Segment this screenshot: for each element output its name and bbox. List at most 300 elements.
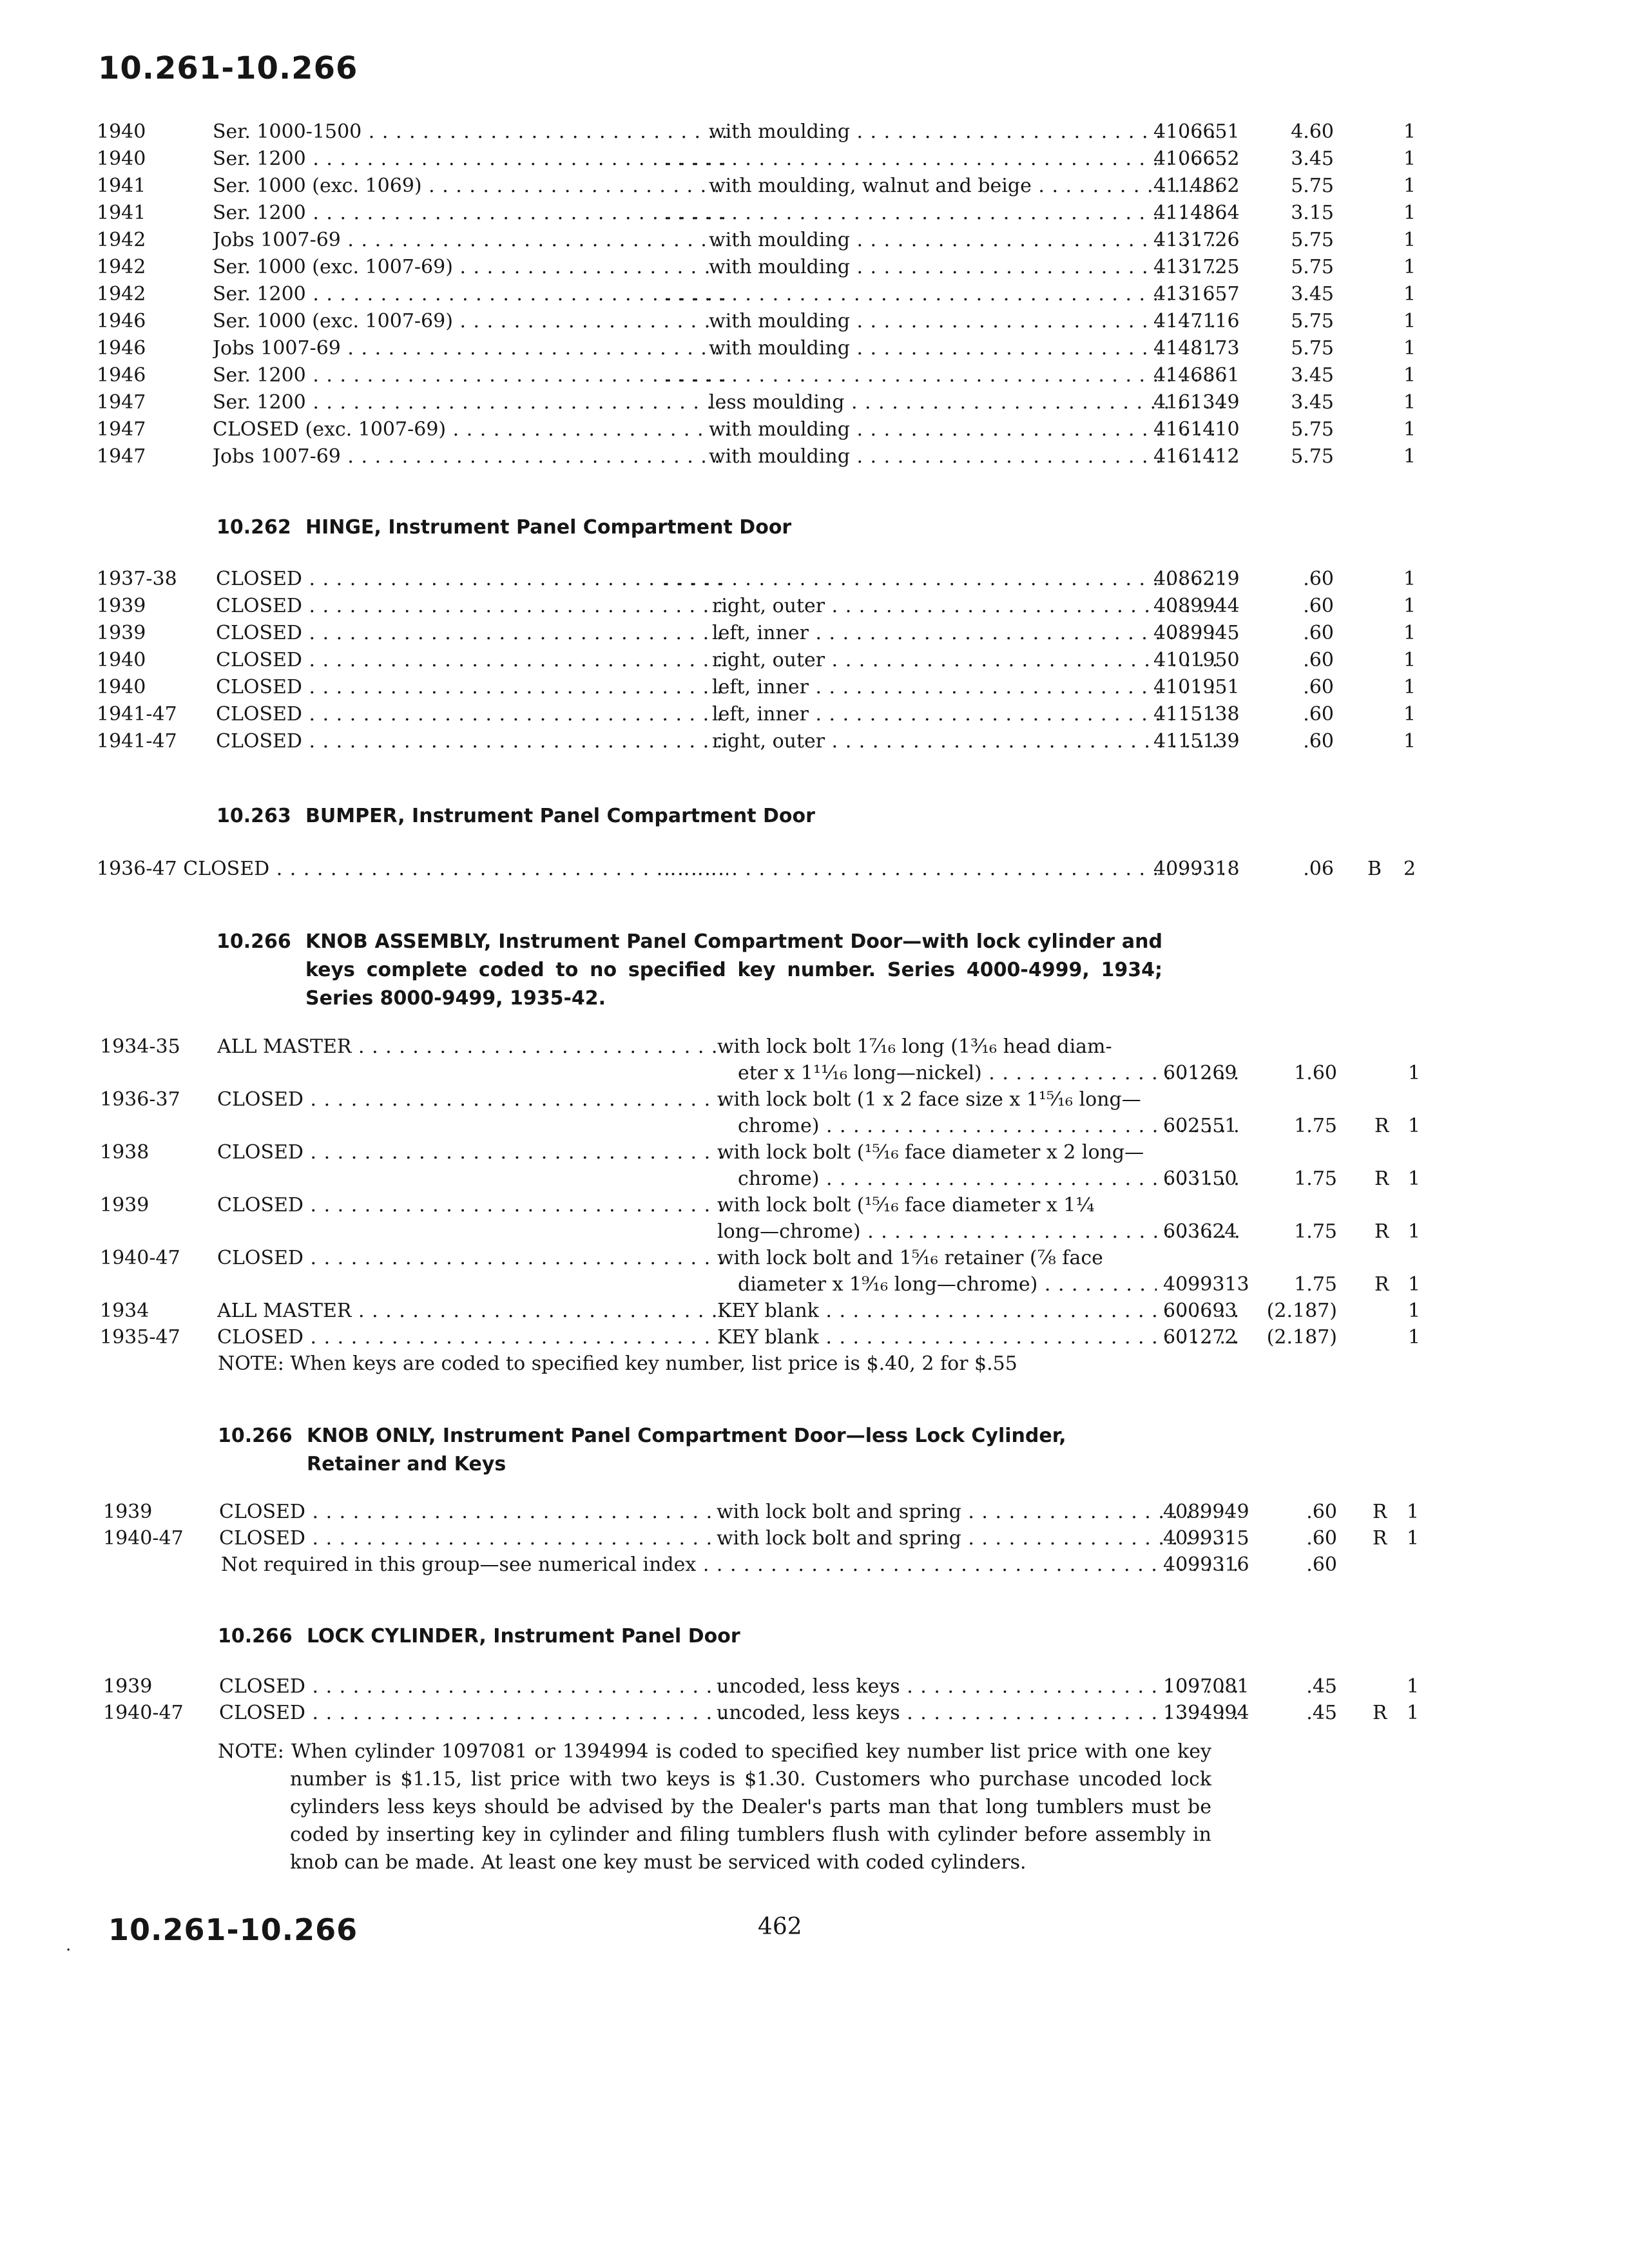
detail-text: uncoded, less keys [717, 1702, 900, 1724]
desc-text: CLOSED [219, 1527, 305, 1550]
table-row [103, 1700, 1431, 1727]
detail-cell [664, 566, 1224, 593]
desc-text: CLOSED [216, 568, 302, 590]
qty-cell: 1 [1403, 364, 1416, 387]
desc-cell [219, 1673, 735, 1700]
detail-text: long—chrome) [717, 1220, 861, 1243]
year-cell: 1941-47 [97, 730, 177, 753]
part-number-cell: 602551 [1163, 1115, 1237, 1137]
detail-line-1: with lock bolt (¹⁵⁄₁₆ face diameter x 1¼ [717, 1194, 1095, 1216]
qty-cell: 1 [1403, 175, 1416, 197]
year-cell: 1940 [97, 148, 146, 170]
table-row [100, 1139, 1427, 1166]
detail-text: with moulding [709, 418, 850, 441]
desc-text: CLOSED [217, 1326, 304, 1349]
part-number-cell: 4106652 [1153, 148, 1240, 170]
detail-line-1: with lock bolt 1⁷⁄₁₆ long (1³⁄₁₆ head diam- [717, 1035, 1112, 1058]
part-number-cell: 4161410 [1153, 418, 1240, 441]
qty-cell: 1 [1403, 730, 1416, 753]
qty-cell: 1 [1408, 1300, 1421, 1322]
qty-cell: 1 [1403, 649, 1416, 671]
year-cell: 1942 [97, 229, 146, 251]
table-row [100, 1298, 1427, 1325]
detail-text: with moulding, walnut and beige [709, 175, 1032, 197]
part-number-cell: 4146861 [1153, 364, 1240, 387]
year-cell: 1940-47 [103, 1702, 184, 1724]
price-cell: 3.15 [1291, 202, 1334, 224]
section-number: 10.266 [217, 930, 291, 953]
price-cell: 1.75 [1294, 1115, 1337, 1137]
price-cell: .60 [1303, 703, 1334, 726]
detail-text: diameter x 1⁹⁄₁₆ long—chrome) [738, 1273, 1038, 1296]
detail-cell [709, 443, 1224, 470]
desc-cell [213, 416, 728, 443]
qty-cell: 1 [1403, 676, 1416, 698]
table-row [97, 254, 1424, 281]
price-cell: .06 [1303, 858, 1334, 880]
part-number-cell: 1394994 [1163, 1702, 1249, 1724]
section-heading-knob-only [218, 1422, 1171, 1479]
detail-text: with lock bolt and spring [717, 1501, 961, 1523]
table-row [97, 856, 1424, 883]
qty-cell: 1 [1408, 1273, 1421, 1296]
qty-cell: 1 [1403, 391, 1416, 414]
detail-cell [709, 254, 1224, 281]
detail-text: with moulding [709, 120, 850, 143]
table-row [103, 1499, 1431, 1526]
part-number-cell: 4101950 [1153, 649, 1240, 671]
desc-cell [213, 173, 728, 200]
desc-cell [217, 1086, 731, 1113]
code-cell: R [1373, 1702, 1387, 1724]
desc-cell [213, 443, 728, 470]
code-cell: B [1367, 858, 1382, 880]
table-row [97, 647, 1424, 674]
desc-cell [213, 308, 728, 335]
section-title: KNOB ASSEMBLY, Instrument Panel Compartment Door—with lock cylinder and keys complete coded to no specified key number. Series 4000-4999, 1934; Series 8000-9499, 1935-42. [305, 930, 1162, 1010]
desc-text: Ser. 1200 [213, 148, 306, 170]
detail-cell [717, 1700, 1239, 1727]
price-cell: .60 [1303, 649, 1334, 671]
year-cell: 1937-38 [97, 568, 177, 590]
part-number-cell: 4131726 [1153, 229, 1240, 251]
desc-cell [216, 728, 728, 755]
year-cell: 1941 [97, 202, 146, 224]
price-cell: 1.60 [1294, 1062, 1337, 1084]
qty-cell: 1 [1403, 703, 1416, 726]
table-row [97, 308, 1424, 335]
table-row [100, 1113, 1427, 1140]
table-row [100, 1218, 1427, 1245]
price-cell: 3.45 [1291, 283, 1334, 305]
desc-cell [213, 281, 728, 308]
desc-text: CLOSED [216, 649, 302, 671]
year-cell: 1934 [100, 1300, 149, 1322]
desc-cell [213, 146, 728, 173]
desc-cell [217, 1324, 731, 1351]
part-number-cell: 600693 [1163, 1300, 1237, 1322]
year-cell: 1935-47 [100, 1326, 180, 1349]
part-number-cell: 4115138 [1153, 703, 1240, 726]
desc-text: Ser. 1000 (exc. 1069) [213, 175, 422, 197]
table-row [100, 1192, 1427, 1219]
section-title: BUMPER, Instrument Panel Compartment Door [305, 805, 815, 827]
desc-text: Ser. 1000 (exc. 1007-69) [213, 256, 453, 278]
desc-cell [216, 566, 728, 593]
desc-cell [217, 1139, 731, 1166]
table-row [100, 1086, 1427, 1113]
qty-cell: 1 [1407, 1675, 1420, 1698]
desc-cell [216, 593, 728, 620]
detail-line-1: with lock bolt and 1⁵⁄₁₆ retainer (⅞ face [717, 1247, 1103, 1269]
table-row [100, 1271, 1427, 1298]
desc-cell [216, 674, 728, 701]
table-row [97, 701, 1424, 728]
page-header-code: 10.261-10.266 [98, 50, 358, 86]
section-title: LOCK CYLINDER, Instrument Panel Door [307, 1625, 740, 1648]
desc-text: CLOSED [219, 1501, 305, 1523]
desc-cell [213, 335, 728, 362]
part-number-cell: 4131657 [1153, 283, 1240, 305]
detail-text: with moulding [709, 445, 850, 468]
detail-cell [717, 1673, 1239, 1700]
year-cell: 1941-47 [97, 703, 177, 726]
part-number-cell: 4115139 [1153, 730, 1240, 753]
table-row [100, 1033, 1427, 1061]
detail-text: right, outer [712, 730, 825, 753]
qty-cell: 1 [1403, 337, 1416, 360]
table-row [103, 1552, 1431, 1579]
detail-text: with lock bolt and spring [717, 1527, 961, 1550]
qty-cell: 1 [1403, 283, 1416, 305]
price-cell: 5.75 [1291, 256, 1334, 278]
detail-cell [709, 416, 1224, 443]
desc-text: CLOSED [217, 1194, 304, 1216]
price-cell: 5.75 [1291, 229, 1334, 251]
part-number-cell: 601269 [1163, 1062, 1237, 1084]
detail-cell [712, 647, 1224, 674]
qty-cell: 1 [1408, 1115, 1421, 1137]
detail-text: left, inner [712, 703, 809, 726]
price-cell: 3.45 [1291, 391, 1334, 414]
code-cell: R [1374, 1168, 1389, 1190]
year-cell: 1940 [97, 120, 146, 143]
price-cell: .60 [1303, 730, 1334, 753]
table-row [97, 362, 1424, 389]
detail-cell [664, 362, 1224, 389]
desc-text: ALL MASTER [217, 1300, 352, 1322]
part-number-cell: 4161412 [1153, 445, 1240, 468]
price-cell: .60 [1303, 622, 1334, 644]
year-cell: 1939 [97, 595, 146, 617]
year-cell: 1940-47 [103, 1527, 184, 1550]
desc-text: CLOSED [217, 1141, 304, 1164]
desc-cell [217, 1192, 731, 1219]
detail-text: chrome) [738, 1168, 820, 1190]
price-cell: .45 [1306, 1675, 1337, 1698]
detail-cell [712, 620, 1224, 647]
desc-text: Ser. 1200 [213, 364, 306, 387]
desc-cell [213, 254, 728, 281]
year-text: 1936-47 CLOSED [97, 858, 270, 880]
detail-text: with moulding [709, 337, 850, 360]
year-cell: 1940 [97, 676, 146, 698]
section-number: 10.266 [218, 1425, 293, 1447]
part-number-cell: 4101951 [1153, 676, 1240, 698]
part-number-cell: 4089949 [1163, 1501, 1249, 1523]
qty-cell: 1 [1403, 418, 1416, 441]
section-title: HINGE, Instrument Panel Compartment Door [305, 516, 792, 539]
year-cell: 1947 [97, 418, 146, 441]
stray-mark: . [66, 1936, 72, 1955]
part-number-cell: 4131725 [1153, 256, 1240, 278]
desc-cell [219, 1499, 735, 1526]
year-cell: 1934-35 [100, 1035, 180, 1058]
desc-cell [216, 620, 728, 647]
part-number-cell: 1097081 [1163, 1675, 1249, 1698]
detail-text: with moulding [709, 256, 850, 278]
year-cell: 1939 [103, 1501, 153, 1523]
table-row [97, 227, 1424, 254]
detail-text: with moulding [709, 310, 850, 332]
desc-text: CLOSED [216, 703, 302, 726]
not-required-text: Not required in this group—see numerical index [221, 1553, 697, 1576]
desc-text: CLOSED [216, 622, 302, 644]
price-cell: 1.75 [1294, 1220, 1337, 1243]
price-cell: .60 [1306, 1501, 1337, 1523]
desc-text: Jobs 1007-69 [213, 337, 341, 360]
table-row [97, 674, 1424, 701]
table-row [97, 173, 1424, 200]
table-row [100, 1060, 1427, 1087]
detail-cell [709, 308, 1224, 335]
part-number-cell: 4099316 [1163, 1553, 1249, 1576]
table-row [97, 566, 1424, 593]
qty-cell: 1 [1403, 202, 1416, 224]
desc-cell [216, 701, 728, 728]
desc-text: Ser. 1200 [213, 283, 306, 305]
table-row [100, 1245, 1427, 1272]
footer-code: 10.261-10.266 [108, 1912, 358, 1947]
desc-cell [217, 1245, 731, 1272]
desc-cell [213, 119, 728, 146]
qty-cell: 1 [1403, 445, 1416, 468]
table-row [97, 335, 1424, 362]
detail-cell [717, 1324, 1239, 1351]
part-number-cell: 4114862 [1153, 175, 1240, 197]
year-cell: 1940 [97, 649, 146, 671]
price-cell: 5.75 [1291, 445, 1334, 468]
price-cell: (2.187) [1266, 1300, 1337, 1322]
part-number-cell: 603150 [1163, 1168, 1237, 1190]
section-title: KNOB ONLY, Instrument Panel Compartment Door—less Lock Cylinder, Retainer and Keys [307, 1425, 1066, 1475]
price-cell: .60 [1303, 568, 1334, 590]
part-number-cell: 4089945 [1153, 622, 1240, 644]
price-cell: 5.75 [1291, 337, 1334, 360]
qty-cell: 1 [1408, 1168, 1421, 1190]
desc-text: Ser. 1200 [213, 391, 306, 414]
lock-cylinder-note: NOTE: When cylinder 1097081 or 1394994 is coded to specified key number list price with one key number is $1.15, list price with two keys is $1.30. Customers who purchase uncoded lock cylinders less keys should be advised by the Dealer's parts man that long tumblers must be coded by inserting key in cylinder and filing tumblers flush with cylinder before assembly in knob can be made. At least one key must be serviced with coded cylinders. [218, 1740, 1211, 1874]
part-number-cell: 4147116 [1153, 310, 1240, 332]
desc-cell [217, 1298, 731, 1325]
part-number-cell: 4086219 [1153, 568, 1240, 590]
qty-cell: 1 [1407, 1501, 1420, 1523]
detail-cell [717, 1525, 1239, 1552]
detail-cell [717, 1298, 1239, 1325]
desc-text: Jobs 1007-69 [213, 229, 341, 251]
qty-cell: 1 [1403, 595, 1416, 617]
part-number-cell: 4161349 [1153, 391, 1240, 414]
year-cell: 1938 [100, 1141, 149, 1164]
knob-assembly-note: NOTE: When keys are coded to specified key number, list price is $.40, 2 for $.55 [218, 1352, 1017, 1375]
table-row [100, 1324, 1427, 1351]
detail-text: left, inner [712, 622, 809, 644]
desc-cell [216, 647, 728, 674]
detail-text: chrome) [738, 1115, 820, 1137]
price-cell: 3.45 [1291, 364, 1334, 387]
qty-cell: 1 [1403, 568, 1416, 590]
desc-text: CLOSED [216, 676, 302, 698]
desc-text: Ser. 1000 (exc. 1007-69) [213, 310, 453, 332]
page-number: 462 [758, 1914, 802, 1940]
detail-cell [712, 674, 1224, 701]
price-cell: 4.60 [1291, 120, 1334, 143]
desc-text: Jobs 1007-69 [213, 445, 341, 468]
desc-cell [213, 389, 728, 416]
code-cell: R [1374, 1220, 1389, 1243]
price-cell: .45 [1306, 1702, 1337, 1724]
price-cell: 5.75 [1291, 310, 1334, 332]
part-number-cell: 4148173 [1153, 337, 1240, 360]
desc-cell [213, 200, 728, 227]
detail-text: KEY blank [717, 1300, 819, 1322]
section-heading-knob-assembly [217, 928, 1170, 1013]
year-cell: 1946 [97, 337, 146, 360]
part-number-cell: 4114864 [1153, 202, 1240, 224]
part-number-cell: 4106651 [1153, 120, 1240, 143]
year-cell: 1942 [97, 283, 146, 305]
price-cell: 1.75 [1294, 1273, 1337, 1296]
price-cell: .60 [1306, 1527, 1337, 1550]
price-cell: .60 [1306, 1553, 1337, 1576]
table-row [97, 389, 1424, 416]
year-cell: 1939 [103, 1675, 153, 1698]
detail-text: with moulding [709, 229, 850, 251]
desc-text: CLOSED [217, 1088, 304, 1111]
year-cell: 1939 [100, 1194, 149, 1216]
desc-text: Ser. 1200 [213, 202, 306, 224]
code-cell: R [1374, 1115, 1389, 1137]
detail-cell [664, 281, 1224, 308]
desc-text: CLOSED [219, 1675, 305, 1698]
detail-line-2 [738, 1271, 1157, 1298]
year-cell: 1947 [97, 391, 146, 414]
table-row [97, 728, 1424, 755]
detail-line-1: with lock bolt (1 x 2 face size x 1¹⁵⁄₁₆ long— [717, 1088, 1141, 1111]
price-cell: 1.75 [1294, 1168, 1337, 1190]
code-cell: R [1374, 1273, 1389, 1296]
detail-cell [709, 119, 1224, 146]
year-desc-cell [97, 856, 728, 883]
qty-cell: 1 [1403, 256, 1416, 278]
detail-cell [709, 389, 1224, 416]
qty-cell: 2 [1403, 858, 1416, 880]
table-row [100, 1166, 1427, 1193]
detail-text: eter x 1¹¹⁄₁₆ long—nickel) [738, 1062, 982, 1084]
detail-text: less moulding [709, 391, 845, 414]
detail-cell [664, 146, 1224, 173]
detail-line-2 [717, 1218, 1239, 1245]
year-cell: 1940-47 [100, 1247, 180, 1269]
year-cell: 1941 [97, 175, 146, 197]
qty-cell: 1 [1407, 1702, 1420, 1724]
qty-cell: 1 [1403, 229, 1416, 251]
qty-cell: 1 [1403, 120, 1416, 143]
detail-cell [709, 173, 1224, 200]
desc-text: Ser. 1000-1500 [213, 120, 362, 143]
year-cell: 1939 [97, 622, 146, 644]
price-cell: 3.45 [1291, 148, 1334, 170]
detail-cell [664, 200, 1224, 227]
detail-text: uncoded, less keys [717, 1675, 900, 1698]
part-number-cell: 601272 [1163, 1326, 1237, 1349]
year-cell: 1946 [97, 310, 146, 332]
qty-cell: 1 [1407, 1527, 1420, 1550]
price-cell: .60 [1303, 595, 1334, 617]
code-cell: R [1373, 1527, 1387, 1550]
qty-cell: 1 [1403, 148, 1416, 170]
price-cell: .60 [1303, 676, 1334, 698]
table-row [103, 1525, 1431, 1552]
desc-text: CLOSED [216, 595, 302, 617]
desc-text: ALL MASTER [217, 1035, 352, 1058]
table-row [97, 443, 1424, 470]
desc-cell [213, 362, 728, 389]
part-number-cell: 4099318 [1153, 858, 1240, 880]
detail-text: right, outer [712, 649, 825, 671]
section-number: 10.263 [217, 805, 291, 827]
not-required-cell [221, 1552, 1239, 1579]
code-cell: R [1373, 1501, 1387, 1523]
desc-cell [219, 1525, 735, 1552]
detail-cell [712, 701, 1224, 728]
table-row [97, 620, 1424, 647]
table-row [97, 281, 1424, 308]
part-number-cell: 603624 [1163, 1220, 1237, 1243]
detail-cell [717, 1499, 1239, 1526]
detail-text: KEY blank [717, 1326, 819, 1349]
detail-cell [712, 728, 1224, 755]
year-cell: 1936-37 [100, 1088, 180, 1111]
price-cell: (2.187) [1266, 1326, 1337, 1349]
desc-text: CLOSED [217, 1247, 304, 1269]
desc-cell [217, 1033, 731, 1061]
qty-cell: 1 [1403, 310, 1416, 332]
detail-cell [664, 856, 1224, 883]
desc-cell [219, 1700, 735, 1727]
table-row [97, 416, 1424, 443]
table-row [97, 146, 1424, 173]
year-cell: 1946 [97, 364, 146, 387]
year-cell: 1947 [97, 445, 146, 468]
detail-text: left, inner [712, 676, 809, 698]
qty-cell: 1 [1408, 1062, 1421, 1084]
detail-cell [712, 593, 1224, 620]
section-number: 10.266 [218, 1625, 293, 1648]
part-number-cell: 4099313 [1163, 1273, 1249, 1296]
part-number-cell: 4089944 [1153, 595, 1240, 617]
desc-text: CLOSED [216, 730, 302, 753]
